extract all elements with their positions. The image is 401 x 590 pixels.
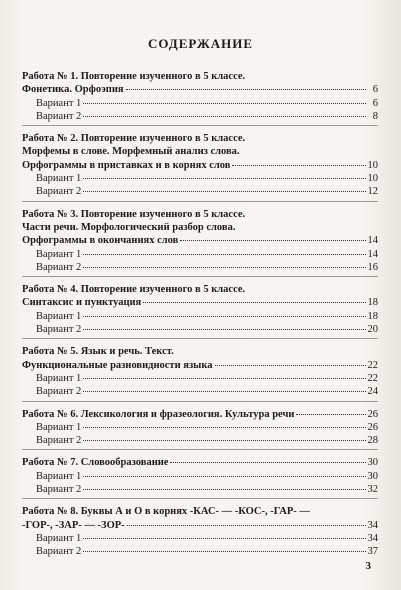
toc-heading-text: Орфограммы в приставках и в корнях слов [22, 159, 231, 171]
toc-page-ref: 34 [367, 519, 378, 531]
dot-leader [126, 89, 366, 90]
toc-variant-text: Вариант 2 [36, 484, 82, 496]
dot-leader [83, 103, 366, 104]
toc-variant-line [22, 434, 378, 447]
toc-heading-text: -ГОР-, -ЗАР- — -ЗОР- [22, 519, 125, 531]
toc-heading-text: Морфемы в слове. Морфемный анализ слова. [22, 146, 240, 158]
toc-variant-text: Вариант 2 [36, 186, 82, 198]
toc-page-ref: 16 [367, 261, 378, 273]
toc-heading-text: Работа № 4. Повторение изученного в 5 классе. [22, 284, 246, 296]
toc-variant-line [22, 248, 378, 261]
toc-heading-line [22, 159, 378, 172]
toc-section-8 [22, 505, 378, 560]
toc-variant-line [22, 310, 378, 323]
dot-leader [127, 525, 366, 526]
toc-heading-line [22, 83, 378, 96]
toc-variant-text: Вариант 1 [36, 173, 82, 185]
toc-variant-text: Вариант 1 [36, 248, 82, 260]
toc-page-ref: 24 [367, 386, 378, 398]
toc-heading-text: Работа № 5. Язык и речь. Текст. [22, 346, 174, 358]
toc-section-1 [22, 70, 378, 126]
toc-variant-line [22, 97, 378, 110]
toc-variant-line [22, 385, 378, 398]
toc-heading-line [22, 296, 378, 309]
page-title: СОДЕРЖАНИЕ [147, 36, 254, 51]
toc-page-ref: 22 [367, 359, 378, 371]
toc-page-ref: 14 [367, 235, 378, 247]
toc-page-ref: 18 [367, 310, 378, 322]
toc-variant-line [22, 110, 378, 123]
toc-heading-line [22, 234, 378, 247]
toc-variant-text: Вариант 2 [36, 324, 82, 336]
toc-heading-text: Работа № 2. Повторение изученного в 5 классе. [22, 133, 246, 145]
toc-variant-line [22, 421, 378, 434]
dot-leader [83, 267, 365, 268]
dot-leader [143, 302, 365, 303]
toc-heading-line [22, 519, 378, 532]
toc-heading-line [22, 345, 378, 358]
toc-section-2 [22, 132, 378, 201]
toc-page-ref: 6 [372, 84, 378, 96]
toc-variant-line [22, 323, 378, 336]
dot-leader [296, 414, 365, 415]
toc-page-ref: 6 [372, 97, 378, 109]
dot-leader [83, 476, 365, 477]
toc-variant-text: Вариант 1 [36, 532, 82, 544]
toc-page-ref: 37 [367, 546, 378, 558]
toc-page-ref: 26 [367, 408, 378, 420]
toc-heading-text: Работа № 6. Лексикология и фразеология. Культура речи [22, 408, 295, 420]
toc-page-ref: 14 [367, 248, 378, 260]
toc-page-ref: 22 [367, 372, 378, 384]
dot-leader [83, 440, 365, 441]
toc-page-ref: 8 [372, 110, 378, 122]
dot-leader [83, 116, 366, 117]
toc-heading-line [22, 359, 378, 372]
table-of-contents [22, 70, 378, 567]
toc-variant-text: Вариант 2 [36, 546, 82, 558]
dot-leader [232, 165, 365, 166]
dot-leader [83, 551, 365, 552]
toc-page-ref: 30 [367, 470, 378, 482]
toc-page-ref: 28 [367, 435, 378, 447]
toc-section-6 [22, 408, 378, 451]
dot-leader [83, 489, 365, 490]
toc-heading-text: Части речи. Морфологический разбор слова. [22, 221, 236, 233]
toc-variant-text: Вариант 2 [36, 261, 82, 273]
toc-variant-text: Вариант 2 [36, 110, 82, 122]
toc-page-ref: 18 [367, 297, 378, 309]
toc-page-ref: 26 [367, 421, 378, 433]
page-number: 3 [365, 560, 371, 572]
toc-variant-line [22, 185, 378, 198]
toc-section-5 [22, 345, 378, 401]
toc-variant-line [22, 483, 378, 496]
toc-variant-text: Вариант 1 [36, 97, 82, 109]
toc-variant-line [22, 470, 378, 483]
toc-page-ref: 10 [367, 159, 378, 171]
toc-variant-line [22, 545, 378, 558]
toc-section-4 [22, 283, 378, 339]
toc-heading-text: Работа № 8. Буквы А и О в корнях -КАС- — -КОС-, -ГАР- — [22, 506, 310, 518]
toc-page-ref: 12 [367, 186, 378, 198]
toc-heading-line [22, 70, 378, 83]
toc-section-7 [22, 456, 378, 499]
toc-variant-text: Вариант 2 [36, 386, 82, 398]
dot-leader [83, 329, 365, 330]
toc-heading-line [22, 283, 378, 296]
toc-heading-line [22, 132, 378, 145]
dot-leader [83, 538, 365, 539]
dot-leader [83, 191, 365, 192]
dot-leader [83, 378, 365, 379]
toc-page-ref: 30 [367, 457, 378, 469]
toc-page-ref: 20 [367, 324, 378, 336]
toc-heading-text: Орфограммы в окончаниях слов [22, 235, 179, 247]
toc-variant-text: Вариант 1 [36, 372, 82, 384]
toc-heading-line [22, 145, 378, 158]
dot-leader [180, 240, 365, 241]
toc-heading-text: Фонетика. Орфоэпия [22, 84, 124, 96]
toc-heading-text: Синтаксис и пунктуация [22, 297, 142, 309]
dot-leader [83, 427, 365, 428]
toc-page-ref: 32 [367, 484, 378, 496]
toc-heading-line [22, 221, 378, 234]
toc-heading-text: Работа № 7. Словообразование [22, 457, 169, 469]
toc-variant-line [22, 372, 378, 385]
dot-leader [83, 254, 365, 255]
toc-section-3 [22, 208, 378, 277]
toc-page-ref: 10 [367, 173, 378, 185]
dot-leader [215, 365, 366, 366]
toc-heading-line [22, 505, 378, 518]
toc-variant-text: Вариант 1 [36, 421, 82, 433]
toc-page-ref: 34 [367, 532, 378, 544]
toc-heading-line [22, 456, 378, 469]
toc-variant-text: Вариант 2 [36, 435, 82, 447]
toc-variant-text: Вариант 1 [36, 470, 82, 482]
toc-heading-text: Работа № 3. Повторение изученного в 5 классе. [22, 208, 246, 220]
toc-variant-line [22, 532, 378, 545]
dot-leader [83, 316, 365, 317]
toc-heading-text: Работа № 1. Повторение изученного в 5 классе. [22, 71, 246, 82]
dot-leader [170, 462, 365, 463]
toc-heading-text: Функциональные разновидности языка [22, 359, 213, 371]
toc-heading-line [22, 208, 378, 221]
toc-heading-line [22, 408, 378, 421]
toc-variant-text: Вариант 1 [36, 310, 82, 322]
dot-leader [83, 391, 365, 392]
dot-leader [83, 178, 365, 179]
toc-variant-line [22, 261, 378, 274]
toc-variant-line [22, 172, 378, 185]
